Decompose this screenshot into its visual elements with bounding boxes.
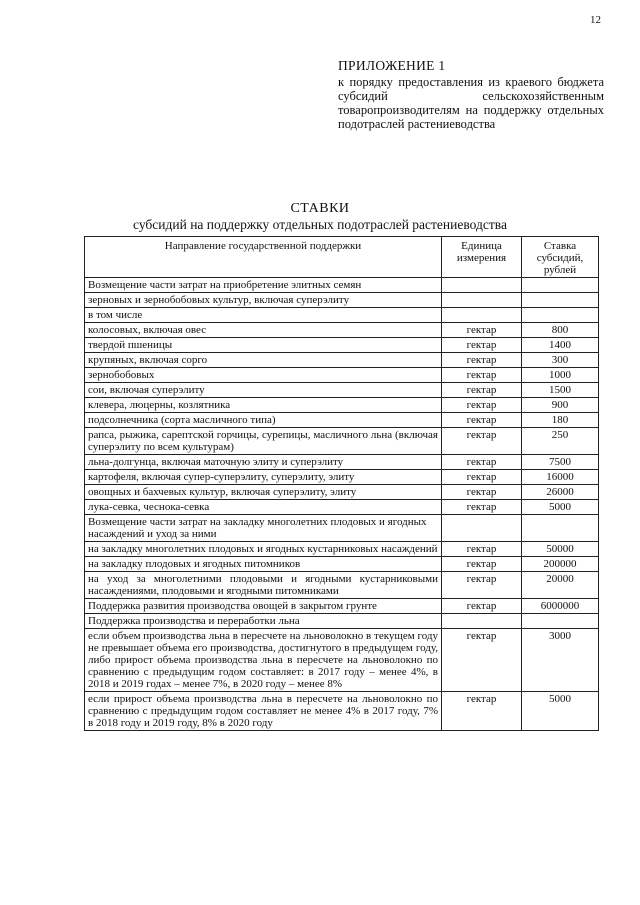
table-row — [85, 308, 599, 323]
table-row — [85, 293, 599, 308]
row-label: сои, включая суперэлиту — [85, 383, 442, 398]
row-label: рапса, рыжика, сарептской горчицы, сурепицы, масличного льна (включая суперэлиту по всем культурам) — [85, 428, 442, 455]
table-row — [85, 557, 599, 572]
row-unit: гектар — [442, 692, 522, 731]
row-unit — [442, 614, 522, 629]
row-unit: гектар — [442, 323, 522, 338]
row-label: Поддержка развития производства овощей в закрытом грунте — [85, 599, 442, 614]
table-row — [85, 455, 599, 470]
table-row — [85, 368, 599, 383]
table-row — [85, 413, 599, 428]
row-value — [522, 308, 599, 323]
row-label: твердой пшеницы — [85, 338, 442, 353]
row-value: 5000 — [522, 692, 599, 731]
row-value: 800 — [522, 323, 599, 338]
row-unit: гектар — [442, 383, 522, 398]
row-value: 1500 — [522, 383, 599, 398]
appendix-text: к порядку предоставления из краевого бюджета субсидий сельскохозяйственным товаропроизводителям на поддержку отдельных подотраслей растениеводства — [338, 75, 604, 131]
row-label: в том числе — [85, 308, 442, 323]
row-value: 300 — [522, 353, 599, 368]
row-label: зернобобовых — [85, 368, 442, 383]
row-unit: гектар — [442, 629, 522, 692]
row-label: лука-севка, чеснока-севка — [85, 500, 442, 515]
row-value — [522, 515, 599, 542]
row-value: 1000 — [522, 368, 599, 383]
row-label: если объем производства льна в пересчете на льноволокно в текущем году не превышает объема его производства, достигнутого в предыдущем году, либо прирост объема производства льна в пересчете на льноволокно по сравнению с предыдущим годом составляет: в 2017 году – менее 4%, в 2018 и 2019 годах – менее 7%, в 2020 году – менее 8% — [85, 629, 442, 692]
row-label: Возмещение части затрат на приобретение элитных семян — [85, 278, 442, 293]
table-row — [85, 323, 599, 338]
row-unit: гектар — [442, 500, 522, 515]
row-unit: гектар — [442, 455, 522, 470]
table-row — [85, 572, 599, 599]
row-unit — [442, 515, 522, 542]
row-unit: гектар — [442, 542, 522, 557]
appendix-title: ПРИЛОЖЕНИЕ 1 — [338, 58, 446, 73]
row-label: зерновых и зернобобовых культур, включая суперэлиту — [85, 293, 442, 308]
table-row — [85, 542, 599, 557]
row-unit: гектар — [442, 557, 522, 572]
table-row — [85, 515, 599, 542]
row-unit — [442, 308, 522, 323]
row-label: если прирост объема производства льна в пересчете на льноволокно по сравнению с предыдущим годом составляет не менее 4% в 2017 году, 7% в 2018 году и 2019 году, 8% в 2020 году — [85, 692, 442, 731]
rates-table — [84, 236, 599, 731]
row-label: льна-долгунца, включая маточную элиту и суперэлиту — [85, 455, 442, 470]
table-row — [85, 692, 599, 731]
row-value — [522, 614, 599, 629]
row-value: 7500 — [522, 455, 599, 470]
table-row — [85, 500, 599, 515]
row-label: клевера, люцерны, козлятника — [85, 398, 442, 413]
row-value: 3000 — [522, 629, 599, 692]
table-row — [85, 428, 599, 455]
row-label: овощных и бахчевых культур, включая суперэлиту, элиту — [85, 485, 442, 500]
table-row — [85, 614, 599, 629]
row-label: подсолнечника (сорта масличного типа) — [85, 413, 442, 428]
header-direction: Направление государственной поддержки — [85, 237, 442, 278]
row-value: 20000 — [522, 572, 599, 599]
document-heading: СТАВКИ — [290, 201, 350, 216]
row-unit: гектар — [442, 413, 522, 428]
table-row — [85, 629, 599, 692]
row-value: 6000000 — [522, 599, 599, 614]
table-row — [85, 398, 599, 413]
row-label: картофеля, включая супер-суперэлиту, суперэлиту, элиту — [85, 470, 442, 485]
table-row — [85, 485, 599, 500]
row-unit: гектар — [442, 368, 522, 383]
row-unit: гектар — [442, 428, 522, 455]
row-value: 26000 — [522, 485, 599, 500]
table-row — [85, 599, 599, 614]
row-value: 5000 — [522, 500, 599, 515]
row-unit — [442, 278, 522, 293]
row-value — [522, 293, 599, 308]
row-value: 900 — [522, 398, 599, 413]
row-label: на закладку плодовых и ягодных питомников — [85, 557, 442, 572]
row-label: на закладку многолетних плодовых и ягодных кустарниковых насаждений — [85, 542, 442, 557]
row-label: на уход за многолетними плодовыми и ягодными кустарниковыми насаждениями, плодовыми и ягодными питомниками — [85, 572, 442, 599]
header-rate: Ставка субсидий, рублей — [522, 237, 599, 278]
row-value: 180 — [522, 413, 599, 428]
table-row — [85, 338, 599, 353]
row-unit: гектар — [442, 470, 522, 485]
table-row — [85, 383, 599, 398]
row-value: 16000 — [522, 470, 599, 485]
row-unit: гектар — [442, 353, 522, 368]
page-number: 12 — [590, 14, 601, 26]
row-unit: гектар — [442, 338, 522, 353]
table-row — [85, 278, 599, 293]
row-unit — [442, 293, 522, 308]
row-label: Возмещение части затрат на закладку многолетних плодовых и ягодных насаждений и уход за ними — [85, 515, 442, 542]
row-value: 1400 — [522, 338, 599, 353]
row-unit: гектар — [442, 485, 522, 500]
row-label: колосовых, включая овес — [85, 323, 442, 338]
row-unit: гектар — [442, 398, 522, 413]
row-unit: гектар — [442, 572, 522, 599]
row-label: крупяных, включая сорго — [85, 353, 442, 368]
header-unit: Единица измерения — [442, 237, 522, 278]
row-value: 200000 — [522, 557, 599, 572]
table-row — [85, 353, 599, 368]
appendix-block — [338, 58, 604, 131]
row-value: 250 — [522, 428, 599, 455]
table-header-row — [85, 237, 599, 278]
row-value — [522, 278, 599, 293]
row-unit: гектар — [442, 599, 522, 614]
row-label: Поддержка производства и переработки льна — [85, 614, 442, 629]
table-row — [85, 470, 599, 485]
row-value: 50000 — [522, 542, 599, 557]
document-subheading: субсидий на поддержку отдельных подотраслей растениеводства — [133, 217, 507, 232]
